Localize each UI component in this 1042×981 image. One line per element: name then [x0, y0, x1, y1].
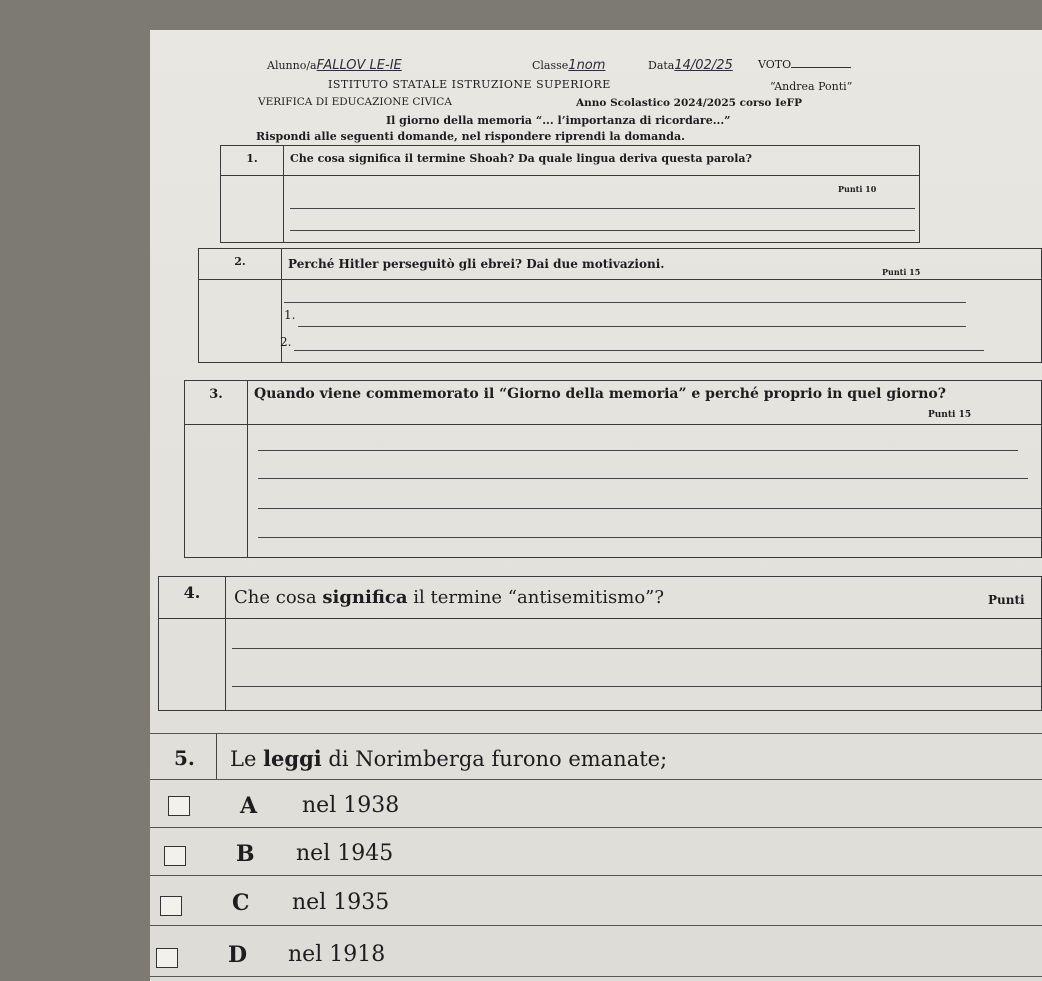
- question-1-number: 1.: [221, 146, 284, 176]
- option-b-letter: B: [236, 841, 255, 867]
- school-dedication: “Andrea Ponti”: [770, 80, 853, 93]
- option-d-checkbox[interactable]: [156, 948, 178, 968]
- question-5-text-a: Le: [230, 747, 264, 771]
- question-2-answer-line-1[interactable]: [284, 302, 966, 303]
- question-4-text-keyword: significa: [322, 587, 408, 608]
- question-3-points: Punti 15: [928, 410, 972, 420]
- question-3-answer-line-4[interactable]: [258, 537, 1042, 538]
- question-2-number: 2.: [199, 249, 282, 280]
- question-5-number: 5.: [174, 746, 195, 770]
- question-2-item-1-label: 1.: [284, 308, 296, 322]
- class-row: [532, 58, 605, 73]
- question-1-answer-line-2[interactable]: [290, 230, 915, 231]
- question-4-number: 4.: [159, 577, 226, 619]
- question-4-answer-line-2[interactable]: [232, 686, 1042, 687]
- date-value: 14/02/25: [674, 58, 733, 73]
- question-4-text: [226, 577, 1042, 619]
- question-2-text: Perché Hitler perseguitò gli ebrei? Dai due motivazioni.: [282, 249, 1042, 280]
- question-2-answer-line-3[interactable]: [294, 350, 984, 351]
- question-3-answer-line-2[interactable]: [258, 478, 1028, 479]
- question-4-text-a: Che cosa: [234, 587, 323, 608]
- option-c-checkbox[interactable]: [160, 896, 182, 916]
- test-subtitle: Il giorno della memoria “... l’importanza di ricordare...”: [386, 114, 731, 127]
- question-1-answer-line-1[interactable]: [290, 208, 915, 209]
- option-d-letter: D: [228, 942, 248, 968]
- option-d-text: nel 1918: [288, 942, 386, 967]
- question-3-text: Quando viene commemorato il “Giorno della memoria” e perché proprio in quel giorno?: [248, 381, 1042, 425]
- test-title: VERIFICA DI EDUCAZIONE CIVICA: [258, 96, 452, 108]
- student-label: Alunno/a: [267, 59, 317, 72]
- option-c-text: nel 1935: [292, 890, 390, 915]
- instructions: Rispondi alle seguenti domande, nel rispondere riprendi la domanda.: [256, 130, 685, 143]
- worksheet-page: [150, 30, 1042, 981]
- option-c-letter: C: [232, 890, 250, 916]
- question-4-text-b: il termine “antisemitismo”?: [407, 587, 665, 608]
- option-a-text: nel 1938: [302, 793, 400, 818]
- question-5-text-b: di Norimberga furono emanate;: [321, 747, 668, 771]
- grade-label: VOTO: [758, 58, 792, 71]
- grade-row: [758, 58, 851, 71]
- option-b-text: nel 1945: [296, 841, 394, 866]
- option-a-checkbox[interactable]: [168, 796, 190, 816]
- class-value: 1nom: [568, 58, 606, 73]
- class-label: Classe: [532, 59, 569, 72]
- student-name-value: FALLOV LE-IE: [316, 58, 402, 73]
- question-3-number: 3.: [185, 381, 248, 425]
- question-2-item-2-label: 2.: [280, 335, 292, 349]
- question-1-points: Punti 10: [838, 184, 877, 194]
- date-row: [648, 58, 733, 73]
- date-label: Data: [648, 59, 675, 72]
- question-2-points: Punti 15: [882, 267, 921, 277]
- school-year: Anno Scolastico 2024/2025 corso IeFP: [576, 97, 803, 109]
- question-1-text: Che cosa significa il termine Shoah? Da quale lingua deriva questa parola?: [284, 146, 920, 176]
- option-a-letter: A: [240, 793, 258, 819]
- question-2-answer-line-2[interactable]: [298, 326, 966, 327]
- school-name: ISTITUTO STATALE ISTRUZIONE SUPERIORE: [328, 78, 611, 91]
- question-4-answer-line-1[interactable]: [232, 648, 1042, 649]
- question-3-answer-line-1[interactable]: [258, 450, 1018, 451]
- option-b-checkbox[interactable]: [164, 846, 186, 866]
- student-name-row: [267, 58, 402, 73]
- question-4-points: Punti: [988, 593, 1025, 607]
- question-3-answer-line-3[interactable]: [258, 508, 1042, 509]
- question-5-text: [230, 746, 667, 771]
- question-5-text-keyword: leggi: [263, 746, 322, 771]
